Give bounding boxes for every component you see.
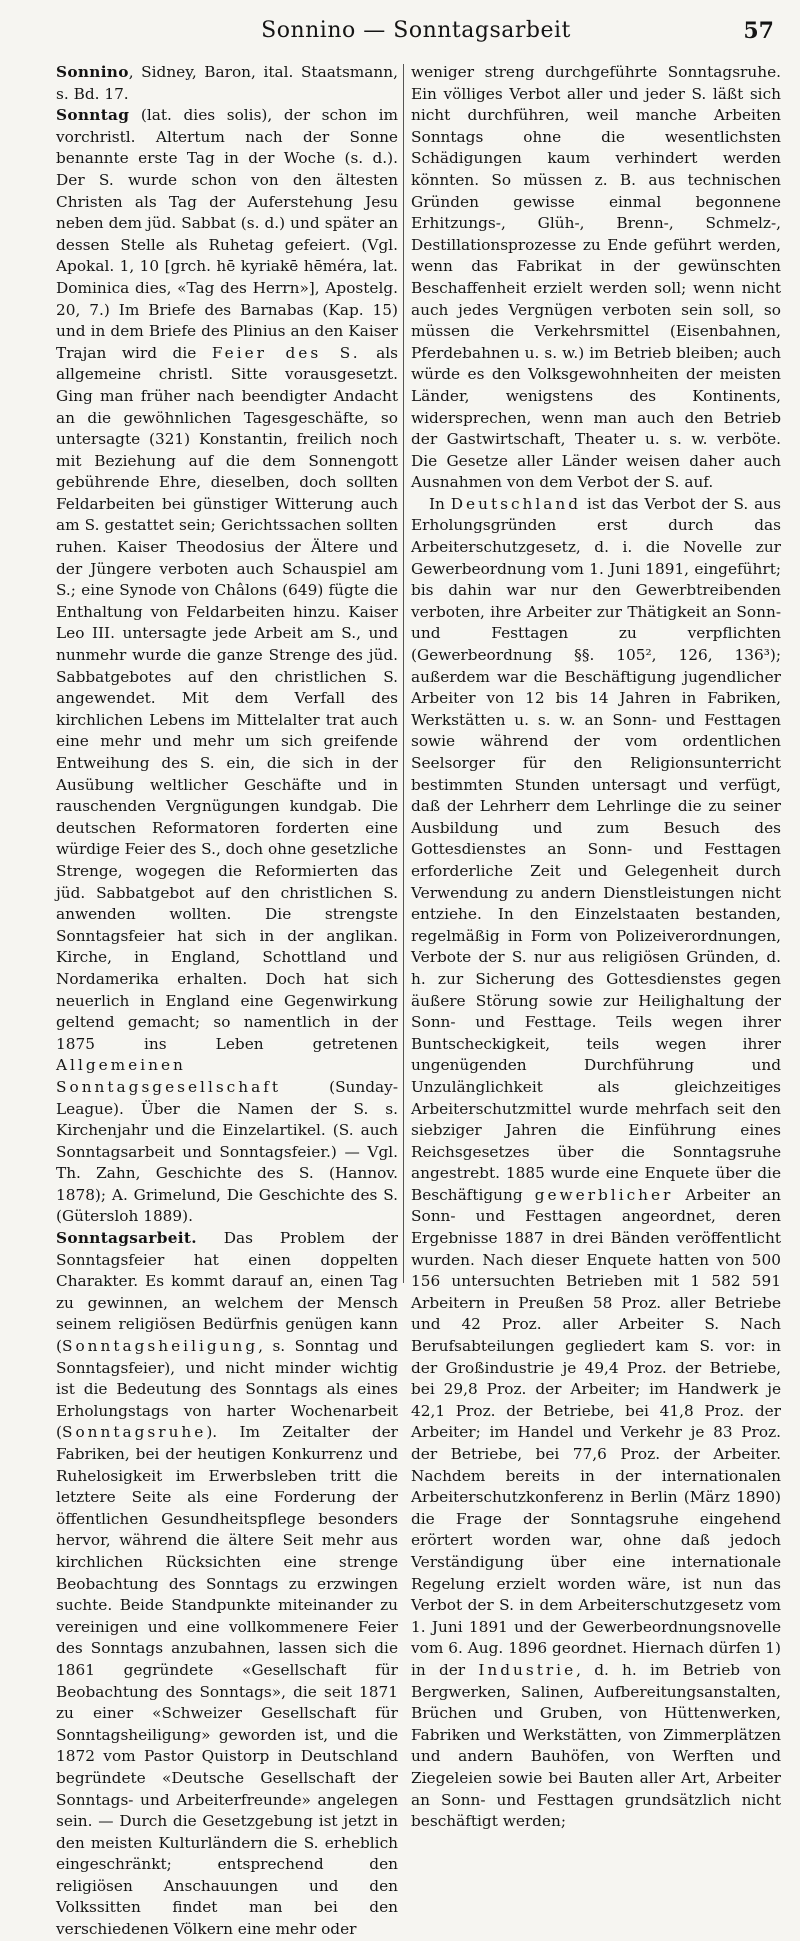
paragraph-text: Arbeiter an Sonn- und Festtagen angeordnet, deren Ergebnisse 1887 in drei Bänden veröffentlicht wurden. Nach dieser Enquete hatten von 500 156 untersuchten Betrieben mit 1 582 591 Arbeitern in Preußen 58 Proz. aller Betriebe und 42 Proz. aller Arbeiter S. Nach Berufsabteilungen gegliedert kam S. vor: in der Großindustrie je 49,4 Proz. der Betriebe, bei 29,8 Proz. der Arbeiter; im Handwerk je 42,1 Proz. der Betriebe, bei 41,8 Proz. der Arbeiter; im Handel und Verkehr je 83 Proz. der Betriebe, bei 77,6 Proz. der Arbeiter. Nachdem bereits in der internationalen Arbeiterschutzkonferenz in Berlin (März 1890) die Frage der Sonntagsruhe eingehend erörtert worden war, ohne daß jedoch Verständigung über eine internationale Regelung erzielt worden wäre, ist nun das Verbot der S. in dem Arbeiterschutzgesetz vom 1. Juni 1891 und der Gewerbeordnungsnovelle vom 6. Aug. 1896 geordnet. Hiernach dürfen 1) in der	[411, 1185, 781, 1679]
right-column	[411, 62, 781, 1831]
spaced-emphasis: gewerblicher	[534, 1185, 674, 1204]
spaced-emphasis: Industrie	[478, 1660, 577, 1679]
spaced-emphasis: Deutschland	[450, 494, 582, 513]
column-divider	[403, 64, 404, 1283]
left-column	[56, 62, 398, 1939]
entry-text: als allgemeine christl. Sitte vorausgesetzt. Ging man früher nach beendigter Andacht an die gewöhnlichen Tagesgeschäfte, so untersagte (321) Konstantin, freilich noch mit Beziehung auf die dem Sonnengott gebührende Ehre, dieselben, doch sollten Feldarbeiten bei günstiger Witterung auch am S. gestattet sein; Gerichtssachen sollten ruhen. Kaiser Theodosius der Ältere und der Jüngere verboten auch Schauspiel am S.; eine Synode von Châlons (649) fügte die Enthaltung von Feldarbeiten hinzu. Kaiser Leo III. untersagte jede Arbeit am S., und nunmehr wurde die ganze Strenge des jüd. Sabbatgebotes auf den christlichen S. angewendet. Mit dem Verfall des kirchlichen Lebens im Mittelalter trat auch eine mehr und mehr um sich greifende Entweihung des S. ein, die sich in der Ausübung weltlicher Geschäfte und in rauschenden Vergnügungen kundgab. Die deutschen Reformatoren forderten eine würdige Feier des S., doch ohne gesetzliche Strenge, wogegen die Reformierten das jüd. Sabbatgebot auf den christlichen S. anwenden wollten. Die strengste Sonntagsfeier hat sich in der anglikan. Kirche, in England, Schottland und Nordamerika erhalten. Doch hat sich neuerlich in England eine Gegenwirkung geltend gemacht; so namentlich in der 1875 ins Leben getretenen	[56, 343, 398, 1053]
paragraph-continuation: weniger streng durchgeführte Sonntagsruhe. Ein völliges Verbot aller und jeder S. läßt sich nicht durchführen, weil manche Arbeiten Sonntags ohne die wesentlichsten Schädigungen kaum verhindert werden könnten. So müssen z. B. aus technischen Gründen gewisse einmal begonnene Erhitzungs-, Glüh-, Brenn-, Schmelz-, Destillationsprozesse zu Ende geführt werden, wenn das Fabrikat in der gewünschten Beschaffenheit erzielt werden soll; wenn nicht auch jedes Vergnügen verboten sein soll, so müssen die Verkehrsmittel (Eisenbahnen, Pferdebahnen u. s. w.) im Betrieb bleiben; auch würde es den Volksgewohnheiten der meisten Länder, wenigstens des Kontinents, widersprechen, wenn man auch den Betrieb der Gastwirtschaft, Theater u. s. w. verböte. Die Gesetze aller Länder weisen daher auch Ausnahmen von dem Verbot der S. auf.	[411, 63, 781, 492]
headword-sonnino: Sonnino	[56, 63, 129, 81]
entry-text: (lat. dies solis), der schon im vorchristl. Altertum nach der Sonne benannte erste Tag in der Woche (s. d.). Der S. wurde schon von den ältesten Christen als Tag der Auferstehung Jesu neben dem jüd. Sabbat (s. d.) und später an dessen Stelle als Ruhetag gefeiert. (Vgl. Apokal. 1, 10 [grch. hē kyriakē hēméra, lat. Dominica dies, «Tag des Herrn»], Apostelg. 20, 7.) Im Briefe des Barnabas (Kap. 15) und in dem Briefe des Plinius an den Kaiser Trajan wird die	[56, 106, 398, 362]
paragraph-text: In	[429, 494, 451, 513]
entry-text: , s. Sonntag und Sonntagsfeier), und nicht minder wichtig ist die Bedeutung des Sonntags als eines Erholungstags von harter Wochenarbeit (	[56, 1337, 398, 1442]
headword-sonntag: Sonntag	[56, 106, 130, 125]
entry-text: , Sidney, Baron, ital. Staatsmann, s. Bd. 17.	[56, 63, 398, 103]
headword-sonntagsarbeit: Sonntagsarbeit.	[56, 1229, 197, 1248]
entry-text: (Sunday-League). Über die Namen der S. s. Kirchenjahr und die Einzelartikel. (S. auch Sonntagsarbeit und Sonntagsfeier.) — Vgl. Th. Zahn, Geschichte des S. (Hannov. 1878); A. Grimelund, Die Geschichte des S. (Gütersloh 1889).	[56, 1077, 398, 1226]
entry-text: ). Im Zeitalter der Fabriken, bei der heutigen Konkurrenz und Ruhelosigkeit im Erwerbsleben tritt die letztere Seite als eine Forderung der öffentlichen Gesundheitspflege besonders hervor, während die ältere Seit mehr aus kirchlichen Rücksichten eine strenge Beobachtung des Sonntags zu erzwingen suchte. Beide Standpunkte miteinander zu vereinigen und eine vollkommenere Feier des Sonntags anzubahnen, lassen sich die 1861 gegründete «Gesellschaft für Beobachtung des Sonntags», die seit 1871 zu einer «Schweizer Gesellschaft für Sonntagsheiligung» geworden ist, und die 1872 vom Pastor Quistorp in Deutschland begründete «Deutsche Gesellschaft der Sonntags- und Arbeiterfreunde» angelegen sein. — Durch die Gesetzgebung ist jetzt in den meisten Kulturländern die S. erheblich eingeschränkt; entsprechend den religiösen Anschauungen und den Volkssitten findet man bei den verschiedenen Völkern eine mehr oder	[56, 1423, 398, 1939]
running-title: Sonnino — Sonntagsarbeit	[261, 18, 571, 43]
spaced-emphasis: Allgemeinen Sonntagsgesellschaft	[56, 1056, 282, 1096]
paragraph-text: ist das Verbot der S. aus Erholungsgründen erst durch das Arbeiterschutzgesetz, d. i. die Novelle zur Gewerbeordnung vom 1. Juni 1891, eingeführt; bis dahin war nur den Gewerbtreibenden verboten, ihre Arbeiter zur Thätigkeit an Sonn- und Festtagen zu verpflichten (Gewerbeordnung §§. 105², 126, 136³); außerdem war die Beschäftigung jugendlicher Arbeiter von 12 bis 14 Jahren in Fabriken, Werkstätten u. s. w. an Sonn- und Festtagen sowie während der vom ordentlichen Seelsorger für den Religionsunterricht bestimmten Stunden untersagt und verfügt, daß der Lehrherr dem Lehrlinge die zu seiner Ausbildung und zum Besuch des Gottesdienstes an Sonn- und Festtagen erforderliche Zeit und Gelegenheit durch Verwendung zu andern Dienstleistungen nicht entziehe. In den Einzelstaaten bestanden, regelmäßig in Form von Polizeiverordnungen, Verbote der S. nur aus religiösen Gründen, d. h. zur Sicherung des Gottesdienstes gegen äußere Störung sowie zur Heilighaltung der Sonn- und Festtage. Teils wegen ihrer Buntscheckigkeit, teils wegen ihrer ungenügenden Durchführung und Unzulänglichkeit als gleichzeitiges Arbeiterschutzmittel wurde mehrfach seit den siebziger Jahren die Einführung eines Reichsgesetzes über die Sonntagsruhe angestrebt. 1885 wurde eine Enquete über die Beschäftigung	[411, 494, 781, 1204]
paragraph-text: , d. h. im Betrieb von Bergwerken, Salinen, Aufbereitungsanstalten, Brüchen und Gruben, von Hüttenwerken, Fabriken und Werkstätten, von Zimmerplätzen und andern Bauhöfen, von Werften und Ziegeleien sowie bei Bauten aller Art, Arbeiter an Sonn- und Festtagen grundsätzlich nicht beschäftigt werden;	[411, 1660, 781, 1831]
spaced-emphasis: Sonntagsheiligung	[61, 1337, 259, 1356]
page-header	[58, 18, 774, 52]
page-number: 57	[743, 18, 774, 44]
entry-sonntagsarbeit	[56, 1228, 398, 1941]
paragraph-deutschland	[411, 494, 781, 1833]
entry-text: Das Problem der Sonntagsfeier hat einen doppelten Charakter. Es kommt darauf an, einen Tag zu gewinnen, an welchem der Mensch seinem religiösen Bedürfnis genügen kann (	[56, 1229, 398, 1356]
entry-sonntag	[56, 105, 398, 1228]
entry-sonnino	[56, 62, 398, 105]
spaced-emphasis: Sonntagsruhe	[61, 1423, 207, 1442]
spaced-emphasis: Feier des S.	[211, 343, 361, 362]
